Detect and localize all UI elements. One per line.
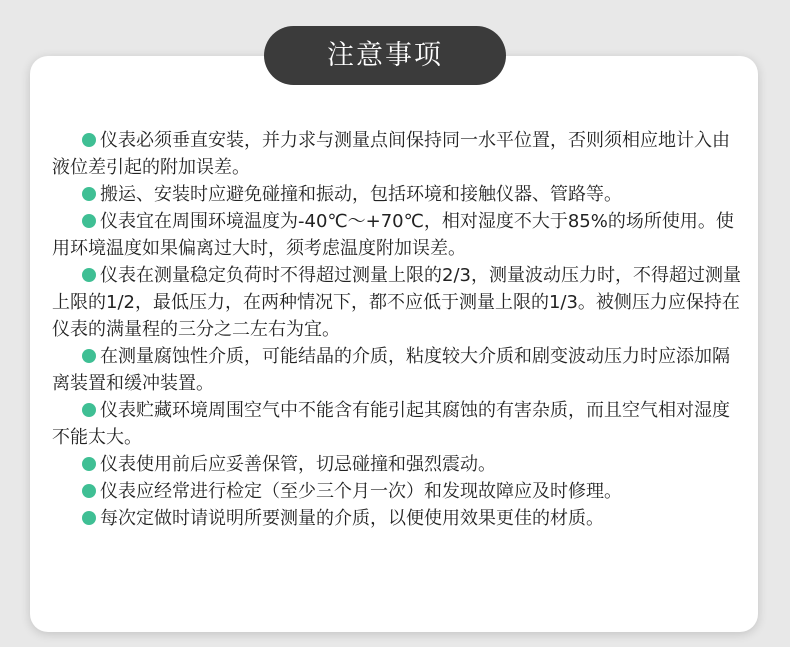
bullet-dot-icon [82, 187, 96, 201]
bullet-dot-icon [82, 457, 96, 471]
note-text: 仪表宜在周围环境温度为-40℃～+70℃，相对湿度不大于85%的场所使用。使用环境温度如果偏离过大时，须考虑温度附加误差。 [52, 211, 734, 259]
note-text: 仪表在测量稳定负荷时不得超过测量上限的2/3，测量波动压力时，不得超过测量上限的1/2，最低压力，在两种情况下，都不应低于测量上限的1/3。被侧压力应保持在仪表的满量程的三分之二左右为宜。 [52, 265, 741, 340]
bullet-dot-icon [82, 214, 96, 228]
bullet-dot-icon [82, 349, 96, 363]
note-text: 仪表应经常进行检定（至少三个月一次）和发现故障应及时修理。 [100, 481, 622, 502]
note-item [52, 127, 742, 181]
note-item [52, 397, 742, 451]
note-item [52, 208, 742, 262]
note-item [52, 181, 742, 208]
bullet-dot-icon [82, 268, 96, 282]
page-title: 注意事项 [264, 26, 506, 85]
note-text: 仪表贮藏环境周围空气中不能含有能引起其腐蚀的有害杂质，而且空气相对湿度不能太大。 [52, 400, 730, 448]
note-item [52, 262, 742, 343]
note-text: 搬运、安装时应避免碰撞和振动，包括环境和接触仪器、管路等。 [100, 184, 622, 205]
note-text: 仪表必须垂直安装，并力求与测量点间保持同一水平位置，否则须相应地计入由液位差引起的附加误差。 [52, 130, 730, 178]
note-item [52, 451, 742, 478]
bullet-dot-icon [82, 133, 96, 147]
note-item [52, 478, 742, 505]
bullet-dot-icon [82, 403, 96, 417]
notes-list [52, 127, 742, 532]
bullet-dot-icon [82, 511, 96, 525]
bullet-dot-icon [82, 484, 96, 498]
note-item [52, 343, 742, 397]
note-item [52, 505, 742, 532]
note-text: 每次定做时请说明所要测量的介质，以便使用效果更佳的材质。 [100, 508, 604, 529]
note-text: 在测量腐蚀性介质，可能结晶的介质，粘度较大介质和剧变波动压力时应添加隔离装置和缓冲装置。 [52, 346, 730, 394]
note-text: 仪表使用前后应妥善保管，切忌碰撞和强烈震动。 [100, 454, 496, 475]
